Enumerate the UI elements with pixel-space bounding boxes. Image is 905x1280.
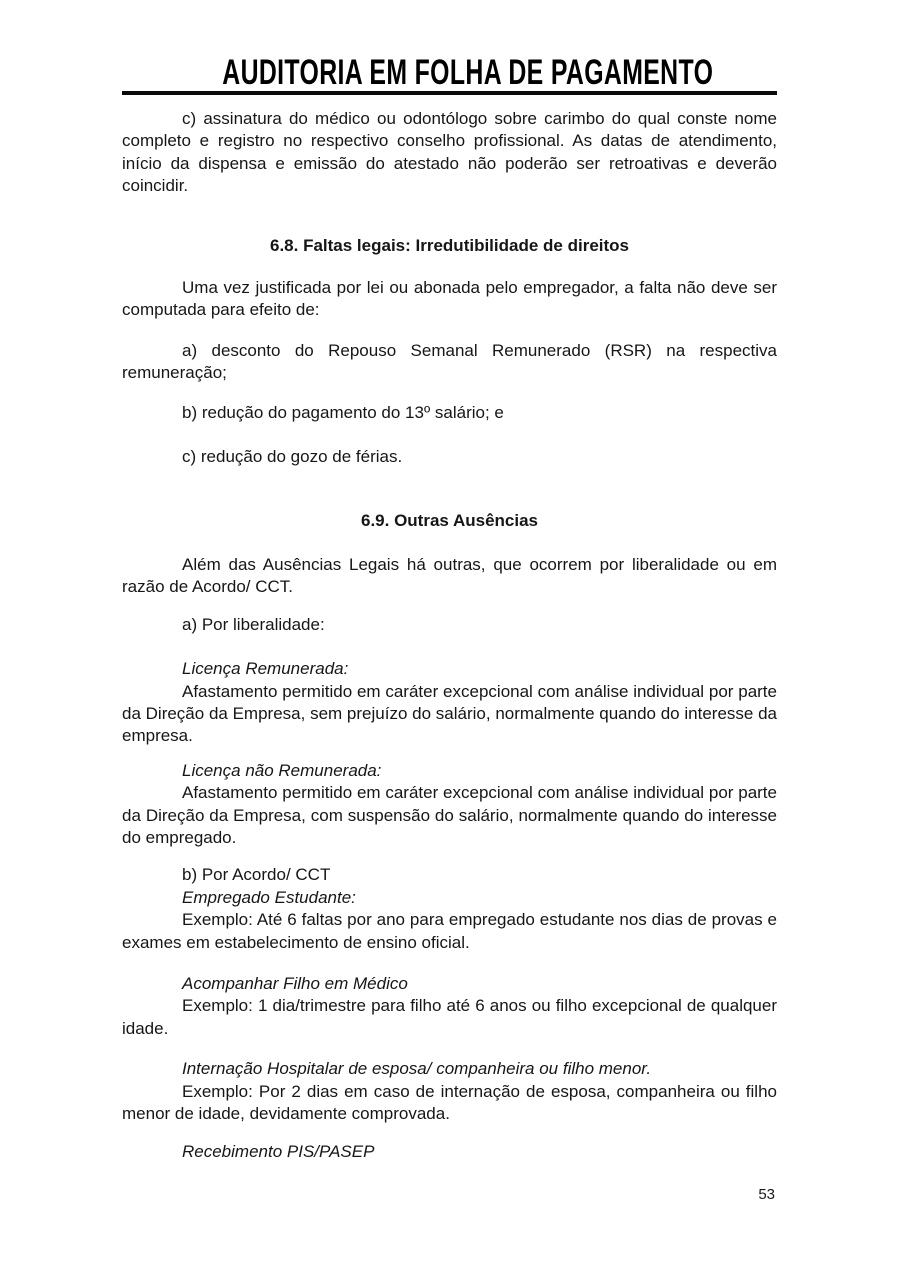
item-body-acompanhar-filho: Exemplo: 1 dia/trimestre para filho até 6 anos ou filho excepcional de qualquer idade. (122, 996, 777, 1038)
labeled-block-internacao-hospitalar (122, 1058, 777, 1125)
page-content (122, 55, 777, 1164)
paragraph-item-a-rsr: a) desconto do Repouso Semanal Remunerado (RSR) na respectiva remuneração; (122, 340, 777, 383)
item-label-licenca-remunerada: Licença Remunerada: (182, 659, 349, 679)
labeled-block-empregado-estudante (122, 864, 777, 954)
item-label-internacao-hospitalar: Internação Hospitalar de esposa/ companheira ou filho menor. (182, 1059, 652, 1079)
paragraph-item-c-ferias: c) redução do gozo de férias. (182, 447, 403, 467)
labeled-block-acompanhar-filho (122, 973, 777, 1040)
page-number: 53 (758, 1186, 775, 1203)
item-label-recebimento-pis-pasep: Recebimento PIS/PASEP (182, 1142, 375, 1162)
item-body-licenca-remunerada: Afastamento permitido em caráter excepcional com análise individual por parte da Direção da Empresa, sem prejuízo do salário, normalmente quando do interesse da empresa. (122, 681, 777, 746)
item-body-internacao-hospitalar: Exemplo: Por 2 dias em caso de internação de esposa, companheira ou filho menor de idade, devidamente comprovada. (122, 1081, 777, 1123)
labeled-block-licenca-nao-remunerada (122, 760, 777, 850)
section-heading-6-8: 6.8. Faltas legais: Irredutibilidade de direitos (270, 235, 629, 255)
labeled-block-licenca-remunerada (122, 658, 777, 748)
item-body-licenca-nao-remunerada: Afastamento permitido em caráter excepcional com análise individual por parte da Direção da Empresa, com suspensão do salário, normalmente quando do interesse do empregado. (122, 783, 777, 847)
item-label-empregado-estudante: Empregado Estudante: (182, 887, 356, 907)
item-label-licenca-nao-remunerada: Licença não Remunerada: (182, 760, 382, 780)
paragraph-item-a-por-liberalidade: a) Por liberalidade: (182, 614, 325, 634)
paragraph-item-b-por-acordo-cct: b) Por Acordo/ CCT (182, 865, 331, 885)
paragraph-atestado-item-c: c) assinatura do médico ou odontólogo sobre carimbo do qual conste nome completo e registro no respectivo conselho profissional. As datas de atendimento, início da dispensa e emissão do atestado não poderão ser retroativas e deverão coincidir. (122, 109, 777, 196)
paragraph-item-b-13-salario: b) redução do pagamento do 13º salário; e (182, 402, 504, 422)
section-heading-6-9: 6.9. Outras Ausências (360, 511, 538, 531)
document-title: AUDITORIA EM FOLHA DE PAGAMENTO (222, 53, 714, 92)
item-label-acompanhar-filho: Acompanhar Filho em Médico (182, 973, 408, 993)
paragraph-falta-justificada: Uma vez justificada por lei ou abonada pelo empregador, a falta não deve ser computada para efeito de: (122, 278, 777, 320)
paragraph-outras-ausencias-intro: Além das Ausências Legais há outras, que ocorrem por liberalidade ou em razão de Acordo/ CCT. (122, 554, 777, 597)
item-body-empregado-estudante: Exemplo: Até 6 faltas por ano para empregado estudante nos dias de provas e exames em estabelecimento de ensino oficial. (122, 910, 777, 952)
document-header (122, 55, 777, 95)
